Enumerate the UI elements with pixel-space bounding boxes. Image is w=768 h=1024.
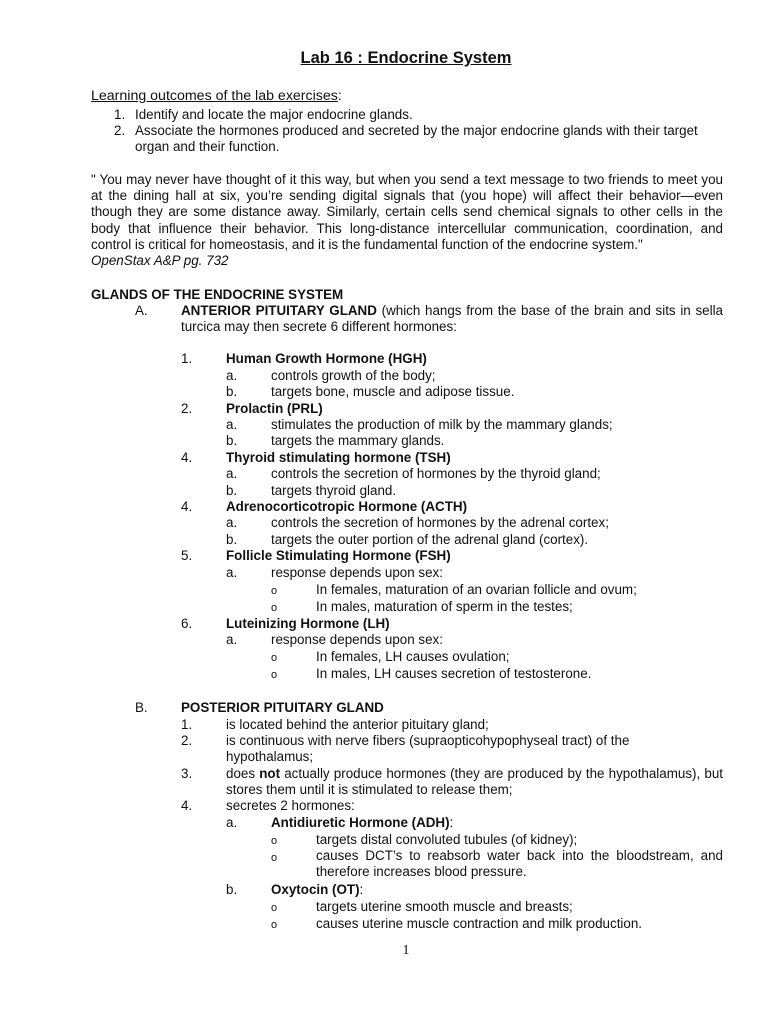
anterior-pituitary-desc: (which hangs from the base of the brain and sits in sella turcica may then secrete 6 different hormones: — [181, 303, 723, 335]
sub-label: b. — [226, 483, 238, 498]
hormone-subdetail: causes DCT’s to reabsorb water back into the bloodstream, and therefore increases blood pressure. — [316, 848, 723, 880]
page-number: 1 — [402, 943, 410, 958]
hormone-subdetail: targets distal convoluted tubules (of kidney); — [316, 832, 578, 847]
hormone-detail: response depends upon sex: — [271, 632, 443, 647]
adh-name: Antidiuretic Hormone (ADH) — [271, 815, 450, 830]
sub-label: b. — [226, 532, 238, 547]
hormone-name: Follicle Stimulating Hormone (FSH) — [226, 548, 451, 563]
hormone-detail: targets bone, muscle and adipose tissue. — [271, 384, 515, 399]
hormone-number: 4. — [181, 499, 193, 514]
quote-text: " You may never have thought of it this way, but when you send a text message to two friends to meet you at the dining hall at six, you’re sending digital signals that (you hope) will affect their behavior—even though they are some distance away. Similarly, certain cells send chemical signals to other cells in the body that influence their behavior. This long-distance intercellular communication, coordination, and control is critical for homeostasis, and it is the fundamental function of the endocrine system." — [91, 172, 723, 252]
anterior-pituitary-title: ANTERIOR PITUITARY GLAND — [181, 303, 377, 318]
hormone-name: Adrenocorticotropic Hormone (ACTH) — [226, 499, 468, 514]
hormone-number: 5. — [181, 548, 193, 563]
hormone-number: 4. — [181, 450, 193, 465]
posterior-item-text: is continuous with nerve fibers (supraopticohypophyseal tract) of the — [226, 733, 630, 748]
bullet-icon: o — [271, 602, 278, 614]
sub-label: a. — [226, 417, 238, 432]
heading-colon: : — [337, 88, 342, 104]
hormone-name: Prolactin (PRL) — [226, 401, 323, 416]
hormone-subdetail: In females, maturation of an ovarian follicle and ovum; — [316, 582, 637, 597]
hormone-number: 1. — [181, 351, 193, 366]
sub-label: a. — [226, 632, 238, 647]
hormone-name: Human Growth Hormone (HGH) — [226, 351, 427, 366]
bullet-icon: o — [271, 835, 278, 847]
hormone-detail: targets the outer portion of the adrenal gland (cortex). — [271, 532, 589, 547]
quote-source: OpenStax A&P pg. 732 — [91, 253, 229, 269]
sub-label: a. — [226, 515, 238, 530]
hormone-name: Thyroid stimulating hormone (TSH) — [226, 450, 451, 465]
outcome-text-continued: organ and their function. — [135, 139, 280, 154]
sub-label: b. — [226, 384, 238, 399]
text-segment: does — [226, 766, 260, 781]
sub-label: b. — [226, 433, 238, 448]
ot-name: Oxytocin (OT) — [271, 882, 360, 897]
hormone-detail: response depends upon sex: — [271, 565, 443, 580]
colon: : — [449, 815, 454, 830]
ot-heading — [271, 882, 363, 898]
sub-label: b. — [226, 882, 238, 897]
emphasis-not: not — [259, 766, 281, 781]
hormone-detail: controls growth of the body; — [271, 368, 436, 383]
hormone-number: 2. — [181, 401, 193, 416]
hormone-subdetail: causes uterine muscle contraction and milk production. — [316, 916, 643, 931]
item-number: 3. — [181, 766, 193, 781]
adh-heading — [271, 815, 453, 831]
section-letter: A. — [135, 303, 148, 318]
bullet-icon: o — [271, 902, 278, 914]
hormone-name: Luteinizing Hormone (LH) — [226, 616, 390, 631]
bullet-icon: o — [271, 652, 278, 664]
sub-label: a. — [226, 565, 238, 580]
bullet-icon: o — [271, 585, 278, 597]
hormone-subdetail: In males, LH causes secretion of testosterone. — [316, 666, 592, 681]
section-letter: B. — [135, 700, 148, 715]
bullet-icon: o — [271, 669, 278, 681]
hormone-detail: stimulates the production of milk by the mammary glands; — [271, 417, 613, 432]
posterior-item-text — [226, 766, 723, 798]
hormone-detail: controls the secretion of hormones by the adrenal cortex; — [271, 515, 609, 530]
bullet-icon: o — [271, 852, 278, 864]
hormone-detail: controls the secretion of hormones by the thyroid gland; — [271, 466, 601, 481]
quote-block — [91, 172, 723, 269]
posterior-item-text: is located behind the anterior pituitary gland; — [226, 717, 489, 732]
item-number: 2. — [181, 733, 193, 748]
item-number: 1. — [181, 717, 193, 732]
outcome-number: 1. — [114, 107, 126, 122]
hormone-subdetail: targets uterine smooth muscle and breasts; — [316, 899, 573, 914]
posterior-pituitary-title: POSTERIOR PITUITARY GLAND — [181, 700, 384, 715]
item-number: 4. — [181, 798, 193, 813]
hormone-detail: targets the mammary glands. — [271, 433, 445, 448]
posterior-item-text-continued: hypothalamus; — [226, 749, 314, 764]
outcome-text: Associate the hormones produced and secreted by the major endocrine glands with their target — [135, 123, 698, 138]
learning-outcomes-heading-text: Learning outcomes of the lab exercises — [91, 88, 338, 104]
learning-outcomes-heading — [91, 88, 342, 104]
hormone-subdetail: In males, maturation of sperm in the testes; — [316, 599, 573, 614]
sub-label: a. — [226, 466, 238, 481]
posterior-item-text: secretes 2 hormones: — [226, 798, 355, 813]
hormone-detail: targets thyroid gland. — [271, 483, 397, 498]
section-heading: GLANDS OF THE ENDOCRINE SYSTEM — [91, 287, 344, 302]
page-title: Lab 16 : Endocrine System — [300, 49, 512, 67]
colon: : — [359, 882, 364, 897]
bullet-icon: o — [271, 919, 278, 931]
sub-label: a. — [226, 815, 238, 830]
hormone-number: 6. — [181, 616, 193, 631]
hormone-subdetail: In females, LH causes ovulation; — [316, 649, 510, 664]
text-segment: actually produce hormones (they are produced by the hypothalamus), but stores them until it is stimulated to release them; — [226, 766, 723, 798]
outcome-number: 2. — [114, 123, 126, 138]
anterior-pituitary-intro — [181, 303, 723, 335]
outcome-text: Identify and locate the major endocrine glands. — [135, 107, 413, 122]
sub-label: a. — [226, 368, 238, 383]
